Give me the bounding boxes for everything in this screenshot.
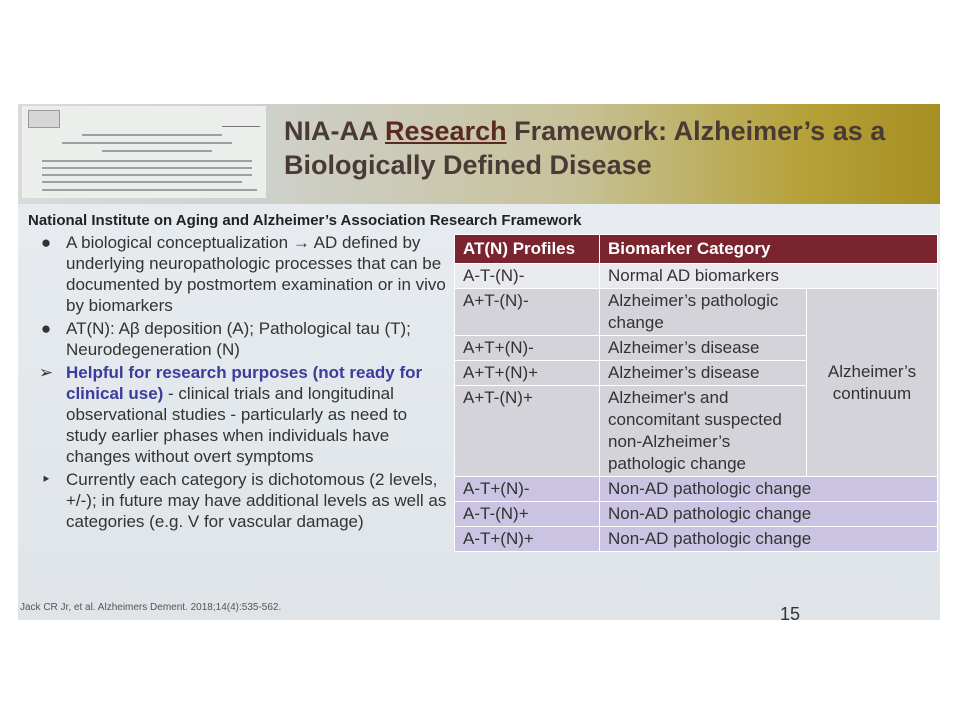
- category-cell: Alzheimer’s disease: [600, 361, 807, 386]
- category-cell: Non-AD pathologic change: [600, 477, 938, 502]
- profile-cell: A+T+(N)+: [455, 361, 600, 386]
- profile-cell: A-T-(N)-: [455, 264, 600, 289]
- title-underlined-word: Research: [385, 116, 507, 146]
- thumb-text-line: [42, 174, 252, 176]
- profile-cell: A-T-(N)+: [455, 502, 600, 527]
- category-cell: Alzheimer’s pathologic change: [600, 289, 807, 336]
- page-number: 15: [780, 604, 801, 620]
- header-profiles: AT(N) Profiles: [455, 235, 600, 264]
- category-cell: Non-AD pathologic change: [600, 527, 938, 552]
- bullet-emphasis: Helpful for research purposes (not ready for clinical use): [66, 363, 423, 403]
- category-cell: Non-AD pathologic change: [600, 502, 938, 527]
- thumb-text-line: [102, 150, 212, 152]
- bullet-text: AT(N): Aβ deposition (A); Pathological tau (T); Neurodegeneration (N): [66, 319, 411, 359]
- profile-cell: A-T+(N)-: [455, 477, 600, 502]
- bullet-text: A biological conceptualization → AD defined by underlying neuropathologic processes that can be documented by postmortem examination or in vivo by biomarkers: [66, 233, 446, 315]
- thumb-text-line: [42, 181, 242, 183]
- bullet-dot-icon: ●: [40, 319, 52, 338]
- bullet-list: [32, 232, 447, 534]
- profile-cell: A+T-(N)-: [455, 289, 600, 336]
- category-cell: Alzheimer’s disease: [600, 336, 807, 361]
- thumb-text-line: [62, 142, 232, 144]
- table-row: [455, 289, 938, 336]
- bullet-dot-icon: ●: [40, 233, 52, 252]
- triangle-bullet-icon: ‣: [40, 470, 52, 489]
- framework-subtitle: National Institute on Aging and Alzheimer’s Association Research Framework: [28, 212, 582, 229]
- arrow-bullet-icon: ➢: [38, 363, 54, 382]
- bullet-item: [32, 469, 447, 532]
- table-header-row: [455, 235, 938, 264]
- table-row: [455, 264, 938, 289]
- bullet-item: [32, 318, 447, 360]
- citation-footnote: Jack CR Jr, et al. Alzheimers Dement. 2018;14(4):535-562.: [20, 602, 282, 613]
- journal-logo: [222, 110, 260, 127]
- thumb-text-line: [42, 167, 252, 169]
- profile-cell: A+T+(N)-: [455, 336, 600, 361]
- slide: [18, 104, 940, 620]
- title-prefix: NIA-AA: [284, 116, 385, 146]
- thumb-text-line: [42, 189, 257, 191]
- bullet-text: Currently each category is dichotomous (2 levels, +/-); in future may have additional levels as well as categories (e.g. V for vascular damage): [66, 470, 447, 531]
- alzheimers-continuum-label: Alzheimer’s continuum: [807, 289, 938, 477]
- bullet-text: - clinical trials and longitudinal observational studies - particularly as need to study earlier phases when individuals have changes without overt symptoms: [66, 384, 408, 466]
- slide-title: [284, 114, 934, 182]
- header-band: [18, 104, 940, 204]
- thumb-text-line: [82, 134, 222, 136]
- category-cell: Normal AD biomarkers: [600, 264, 938, 289]
- table-row: [455, 477, 938, 502]
- atn-profiles-table: [454, 234, 938, 552]
- header-category: Biomarker Category: [600, 235, 938, 264]
- profile-cell: A+T-(N)+: [455, 386, 600, 477]
- thumb-text-line: [42, 160, 252, 162]
- bullet-item: [32, 362, 447, 467]
- profile-cell: A-T+(N)+: [455, 527, 600, 552]
- category-cell: Alzheimer's and concomitant suspected non-Alzheimer’s pathologic change: [600, 386, 807, 477]
- paper-thumbnail: [22, 106, 266, 198]
- title-suffix: Framework: Alzheimer’s as a Biologically Defined Disease: [284, 116, 886, 180]
- publisher-logo: [28, 110, 60, 128]
- table-row: [455, 527, 938, 552]
- bullet-item: [32, 232, 447, 316]
- table-row: [455, 502, 938, 527]
